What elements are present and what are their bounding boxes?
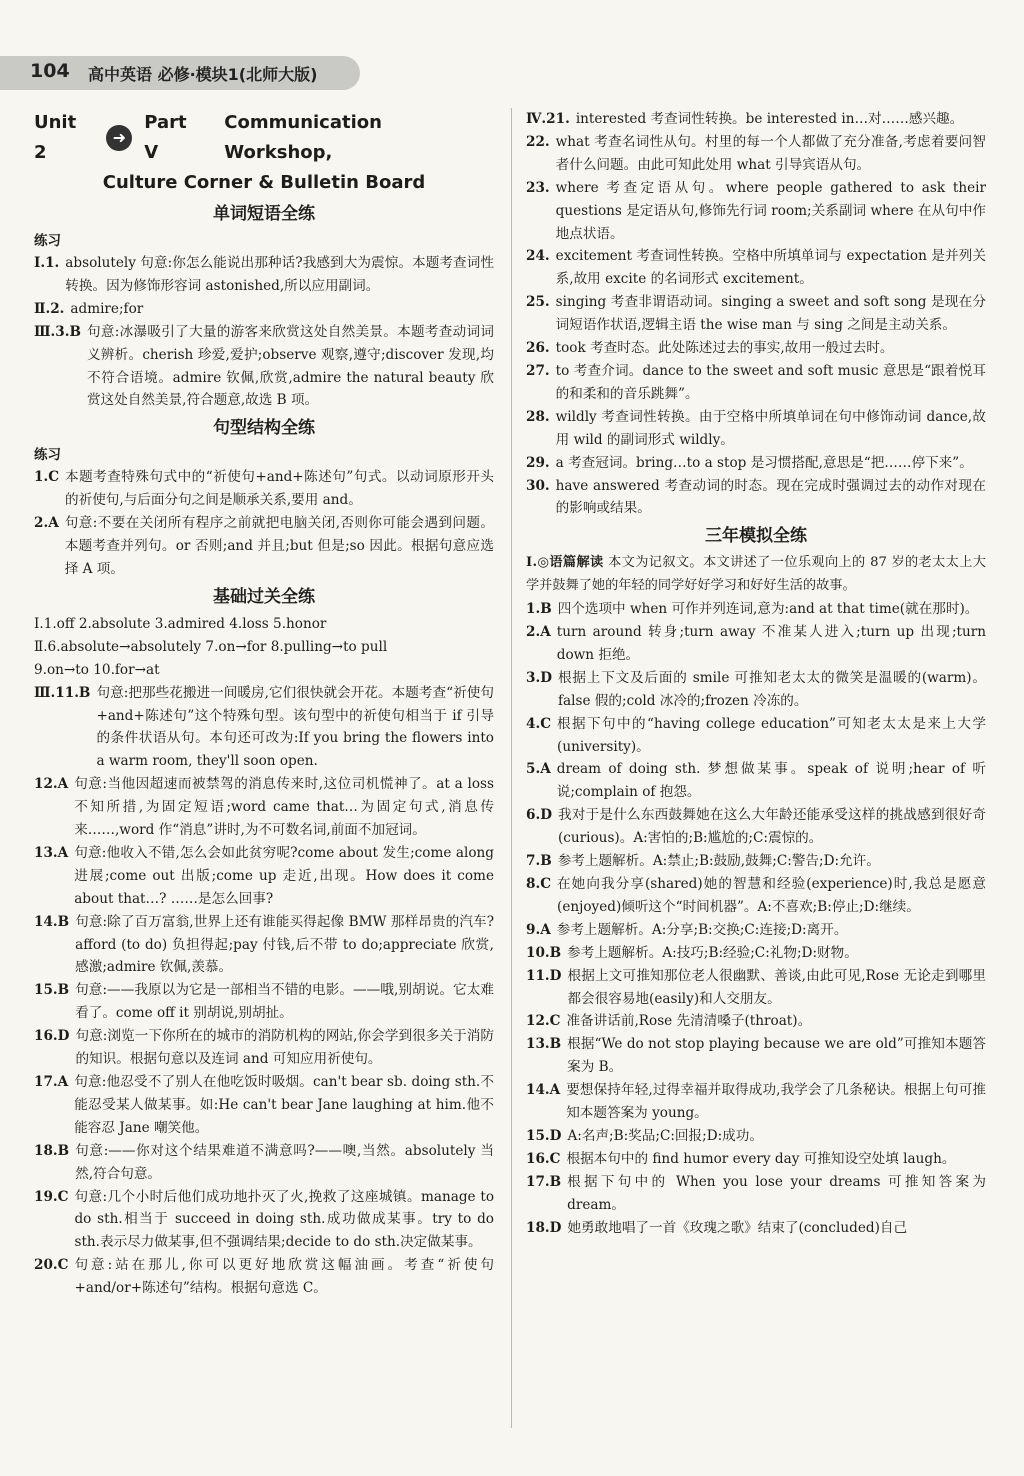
answer-text: 句意:当他因超速而被禁驾的消息传来时,这位司机慌神了。at a loss 不知所措,为固定短语;word came that…为固定句式,消息传来……,word 作“消息”讲时,为不可数名词,前面不加冠词。 xyxy=(74,776,494,839)
answer-item xyxy=(34,1254,494,1300)
answer-text: 在她向我分享(shared)她的智慧和经验(experience)时,我总是愿意(enjoyed)倾听这个“时间机器”。A:不喜欢;B:停止;D:继续。 xyxy=(557,876,986,915)
answer-item xyxy=(526,758,986,804)
answer-text: 句意:站在那儿,你可以更好地欣赏这幅油画。考查“祈使句+and/or+陈述句”结构。根据句意选 C。 xyxy=(74,1257,494,1297)
answer-item xyxy=(34,1025,494,1071)
answer-item xyxy=(526,621,986,667)
answer-item xyxy=(526,1217,986,1240)
answer-number: 9.A xyxy=(526,921,551,938)
answer-item xyxy=(526,1148,986,1171)
passage-summary-tag: Ⅰ.◎语篇解读 xyxy=(526,555,604,571)
answer-number: 12.A xyxy=(34,776,69,793)
answer-number: 7.B xyxy=(526,853,552,870)
answer-text: 根据上下文及后面的 smile 可推知老太太的微笑是温暖的(warm)。false 假的;cold 冰冷的;frozen 冷冻的。 xyxy=(557,669,986,709)
answer-text: 句意:——你对这个结果难道不满意吗?——噢,当然。absolutely 当然,符合句意。 xyxy=(75,1142,494,1182)
answer-text: 我对于是什么东西鼓舞她在这么大年龄还能承受这样的挑战感到很好奇(curious)。A:害怕的;B:尴尬的;C:震惊的。 xyxy=(557,807,986,847)
practice-label: 练习 xyxy=(34,233,61,249)
answer-item xyxy=(526,360,986,406)
answer-number: 15.B xyxy=(34,982,70,999)
answer-number: 5.A xyxy=(526,761,551,778)
answer-item xyxy=(526,245,986,291)
answer-item xyxy=(34,842,494,911)
answer-item xyxy=(34,321,494,413)
answer-text: what 考查名词性从句。村里的每一个人都做了充分准备,考虑着要问智者什么问题。由此可知此处用 what 引导宾语从句。 xyxy=(555,133,986,173)
right-column xyxy=(526,108,986,1240)
answer-text: 她勇敢地唱了一首《玫瑰之歌》结束了(concluded)自己 xyxy=(567,1219,908,1236)
answer-number: 3.D xyxy=(526,669,552,686)
answer-text: 句意:他收入不错,怎么会如此贫穷呢?come about 发生;come along 进展;come out 出版;come up 走近,出现。How does it come about that…? ……是怎么回事? xyxy=(74,844,494,907)
unit-title-line2: Culture Corner & Bulletin Board xyxy=(102,172,426,193)
answer-number: 16.D xyxy=(34,1028,70,1045)
answer-item xyxy=(526,108,986,131)
answer-item xyxy=(526,475,986,521)
answer-item xyxy=(526,1125,986,1148)
passage-summary-text: 本文为记叙文。本文讲述了一位乐观向上的 87 岁的老太太上大学并鼓舞了她的年轻的同学好好学习和好好生活的故事。 xyxy=(526,555,986,594)
answer-number: Ⅲ.3.B xyxy=(34,323,81,340)
answer-text: 句意:冰瀑吸引了大量的游客来欣赏这处自然美景。本题考查动词词义辨析。cherish 珍爱,爱护;observe 观察,遵守;discover 发现,均不符合语境。admire 钦佩,欣赏,admire the natural beauty 欣赏这处自然美景,符合题意,故选 B 项。 xyxy=(86,323,494,409)
answer-text: 根据“We do not stop playing because we are old”可推知本题答案为 B。 xyxy=(567,1036,986,1076)
structure-list xyxy=(34,466,494,581)
answer-item xyxy=(34,773,494,842)
answer-item xyxy=(526,1010,986,1033)
answer-number: 10.B xyxy=(526,944,562,961)
answer-number: 2.A xyxy=(526,624,551,641)
answer-text: excitement 考查词性转换。空格中所填单词与 expectation 是并列关系,故用 excite 的名词形式 excitement。 xyxy=(555,248,986,288)
answer-item xyxy=(526,804,986,850)
answer-item xyxy=(34,1186,494,1255)
answer-number: 13.B xyxy=(526,1036,562,1053)
answer-row: Ⅰ.1.off 2.absolute 3.admired 4.loss 5.honor xyxy=(34,615,327,632)
basics-list xyxy=(34,682,494,1300)
answer-text: admire;for xyxy=(70,300,144,317)
answer-item xyxy=(526,131,986,177)
vocab-list xyxy=(34,252,494,412)
answer-item xyxy=(34,682,494,774)
answer-number: 26. xyxy=(526,340,550,357)
answer-number: 13.A xyxy=(34,844,69,861)
answer-text: 句意:把那些花搬进一间暖房,它们很快就会开花。本题考查“祈使句+and+陈述句”这个特殊句型。该句型中的祈使句相当于 if 引导的条件状语从句。本句还可改为:If you bring the flowers into a warm room, they'll soon open. xyxy=(96,684,494,770)
answer-number: 24. xyxy=(526,248,550,265)
answer-text: 参考上题解析。A:技巧;B:经验;C:礼物;D:财物。 xyxy=(567,944,858,961)
answer-number: 2.A xyxy=(34,515,59,532)
answer-item xyxy=(526,919,986,942)
answer-text: 参考上题解析。A:分享;B:交换;C:连接;D:离开。 xyxy=(556,921,848,938)
answer-text: 句意:浏览一下你所在的城市的消防机构的网站,你会学到很多关于消防的知识。根据句意以及连词 and 可知应用祈使句。 xyxy=(75,1028,494,1068)
answer-item xyxy=(526,713,986,759)
answer-text: dream of doing sth. 梦想做某事。speak of 说明;hear of 听说;complain of 抱怨。 xyxy=(556,761,986,801)
answer-number: 14.B xyxy=(34,913,70,930)
answer-number: 1.C xyxy=(34,469,60,486)
answer-text: took 考查时态。此处陈述过去的事实,故用一般过去时。 xyxy=(555,340,894,357)
unit-heading xyxy=(34,108,494,168)
practice-label: 练习 xyxy=(34,447,61,464)
answer-text: 四个选项中 when 可作并列连词,意为:and at that time(就在那时)。 xyxy=(557,601,979,618)
answer-item xyxy=(526,337,986,360)
answer-text: A:名声;B:奖品;C:回报;D:成功。 xyxy=(567,1127,763,1144)
answer-number: 18.B xyxy=(34,1142,70,1159)
answer-item xyxy=(526,1079,986,1125)
answer-item xyxy=(526,1171,986,1217)
answer-number: 17.A xyxy=(34,1074,69,1090)
unit-label: Unit 2 xyxy=(34,112,77,163)
answer-text: 句意:——我原以为它是一部相当不错的电影。——哦,别胡说。它太难看了。come off it 别胡说,别胡扯。 xyxy=(75,982,494,1022)
answer-number: 19.C xyxy=(34,1188,69,1205)
answer-item xyxy=(526,667,986,713)
answer-text: have answered 考查动词的时态。现在完成时强调过去的动作对现在的影响或结果。 xyxy=(555,477,986,517)
answer-number: 17.B xyxy=(526,1173,562,1190)
mock-list xyxy=(526,598,986,1239)
answer-text: 根据上文可推知那位老人很幽默、善谈,由此可见,Rose 无论走到哪里都会很容易地(easily)和人交朋友。 xyxy=(567,967,986,1007)
basics-rows xyxy=(34,613,494,682)
section-vocab: 单词短语全练 xyxy=(213,204,315,224)
answer-text: where 考查定语从句。where people gathered to ask their questions 是定语从句,修饰先行词 room;关系副词 where 在从句中作地点状语。 xyxy=(555,179,986,242)
answer-number: 29. xyxy=(526,454,550,471)
passage-summary xyxy=(526,552,986,598)
answer-number: 30. xyxy=(526,477,550,494)
section-mock: 三年模拟全练 xyxy=(705,526,807,547)
answer-item xyxy=(526,177,986,246)
unit-title-line1: Communication Workshop, xyxy=(224,112,382,163)
answer-number: Ⅲ.11.B xyxy=(34,684,91,701)
answer-number: 18.D xyxy=(526,1219,562,1236)
grammar-fill-list xyxy=(526,108,986,520)
answer-number: 12.C xyxy=(526,1013,561,1030)
answer-item xyxy=(526,598,986,621)
answer-item xyxy=(34,252,494,298)
answer-number: 27. xyxy=(526,362,550,379)
answer-number: 1.B xyxy=(526,601,552,618)
answer-text: 句意:除了百万富翁,世界上还有谁能买得起像 BMW 那样昂贵的汽车?afford (to do) 负担得起;pay 付钱,后不带 to do;appreciate 欣赏,感激;admire 钦佩,羡慕。 xyxy=(75,913,494,976)
answer-item xyxy=(526,406,986,452)
arrow-right-icon: ➜ xyxy=(106,125,132,151)
answer-text: to 考查介词。dance to the sweet and soft music 意思是“跟着悦耳的和柔和的音乐跳舞”。 xyxy=(555,362,986,402)
answer-number: 28. xyxy=(526,408,550,425)
answer-item xyxy=(526,873,986,919)
answer-text: turn around 转身;turn away 不准某人进入;turn up 出现;turn down 拒绝。 xyxy=(556,624,986,663)
answer-item xyxy=(34,512,494,581)
answer-number: 15.D xyxy=(526,1127,562,1144)
page-number: 104 xyxy=(30,60,70,82)
answer-text: 根据本句中的 find humor every day 可推知设空处填 laugh。 xyxy=(566,1150,956,1167)
answer-item xyxy=(34,1140,494,1186)
answer-text: 句意:几个小时后他们成功地扑灭了火,挽救了这座城镇。manage to do sth.相当于 succeed in doing sth.成功做成某事。try to do sth.表示尽力做某事,但不强调结果;decide to do sth.决定做某事。 xyxy=(74,1188,494,1251)
answer-item xyxy=(34,1071,494,1140)
answer-number: Ⅳ.21. xyxy=(526,111,570,127)
section-structure: 句型结构全练 xyxy=(213,418,315,439)
answer-item xyxy=(34,911,494,980)
answer-text: 句意:他忍受不了别人在他吃饭时吸烟。can't bear sb. doing sth.不能忍受某人做某事。如:He can't bear Jane laughing at him.他不能容忍 Jane 嘲笑他。 xyxy=(74,1074,494,1136)
answer-text: singing 考查非谓语动词。singing a sweet and soft song 是现在分词短语作状语,逻辑主语 the wise man 与 sing 之间是主动关系。 xyxy=(555,294,986,334)
answer-text: 本题考查特殊句式中的“祈使句+and+陈述句”句式。以动词原形开头的祈使句,与后面分句之间是顺承关系,要用 and。 xyxy=(65,469,494,509)
answer-number: 20.C xyxy=(34,1257,69,1274)
answer-text: a 考查冠词。bring…to a stop 是习惯搭配,意思是“把……停下来”。 xyxy=(555,454,973,471)
answer-number: 11.D xyxy=(526,967,562,984)
answer-item xyxy=(526,452,986,475)
answer-number: 16.C xyxy=(526,1150,561,1167)
answer-text: absolutely 句意:你怎么能说出那种话?我感到大为震惊。本题考查词性转换。因为修饰形容词 astonished,所以应用副词。 xyxy=(65,255,494,294)
answer-item xyxy=(526,291,986,337)
answer-item xyxy=(34,298,494,321)
answer-text: interested 考查词性转换。be interested in…对……感兴趣。 xyxy=(575,111,964,127)
answer-item xyxy=(34,979,494,1025)
column-divider xyxy=(511,108,512,1428)
answer-item xyxy=(526,965,986,1011)
answer-text: 参考上题解析。A:禁止;B:鼓励,鼓舞;C:警告;D:允许。 xyxy=(557,853,880,870)
part-label: Part V xyxy=(144,112,187,163)
answer-row: 9.on→to 10.for→at xyxy=(34,661,160,678)
answer-number: Ⅱ.2. xyxy=(34,300,65,317)
answer-number: 4.C xyxy=(526,715,552,732)
book-title: 高中英语 必修·模块1(北师大版) xyxy=(88,65,318,84)
section-basics: 基础过关全练 xyxy=(213,586,315,607)
answer-number: 22. xyxy=(526,133,550,150)
answer-text: wildly 考查词性转换。由于空格中所填单词在句中修饰动词 dance,故用 wild 的副词形式 wildly。 xyxy=(555,408,986,448)
answer-item xyxy=(526,850,986,873)
answer-row: Ⅱ.6.absolute→absolutely 7.on→for 8.pulling→to pull xyxy=(34,638,388,655)
answer-number: 8.C xyxy=(526,876,552,892)
answer-number: 14.A xyxy=(526,1082,561,1099)
left-column xyxy=(34,108,494,1300)
answer-text: 根据下句中的 When you lose your dreams 可推知答案为 dream。 xyxy=(567,1173,986,1213)
answer-number: Ⅰ.1. xyxy=(34,255,60,271)
answer-text: 句意:不要在关闭所有程序之前就把电脑关闭,否则你可能会遇到问题。本题考查并列句。or 否则;and 并且;but 但是;so 因此。根据句意应选择 A 项。 xyxy=(64,515,494,577)
answer-text: 要想保持年轻,过得幸福并取得成功,我学会了几条秘诀。根据上句可推知本题答案为 young。 xyxy=(566,1082,986,1122)
answer-number: 6.D xyxy=(526,807,552,824)
answer-text: 准备讲话前,Rose 先清清嗓子(throat)。 xyxy=(566,1013,812,1030)
page-header xyxy=(0,56,360,90)
answer-item xyxy=(34,466,494,512)
answer-number: 25. xyxy=(526,294,550,311)
answer-item xyxy=(526,1033,986,1079)
answer-number: 23. xyxy=(526,179,550,196)
answer-text: 根据下句中的“having college education”可知老太太是来上大学(university)。 xyxy=(557,715,986,755)
answer-item xyxy=(526,942,986,965)
